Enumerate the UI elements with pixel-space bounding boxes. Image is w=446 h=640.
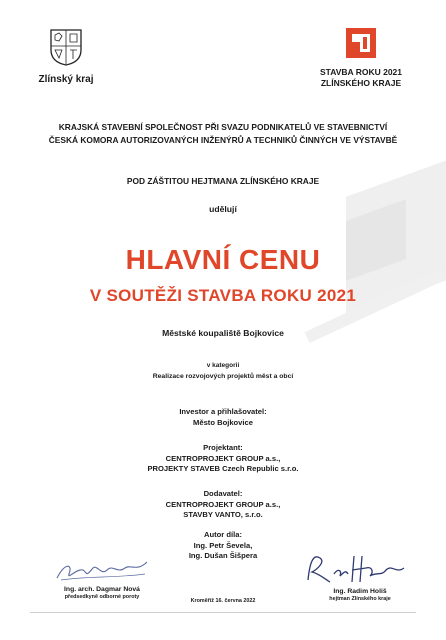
sub-title: V SOUTĚŽI STAVBA ROKU 2021 xyxy=(89,286,357,305)
supplier-label: Dodavatel: xyxy=(203,489,243,498)
organizers xyxy=(0,121,446,147)
signature-left-image xyxy=(47,558,157,584)
authors-label: Autor díla: xyxy=(204,530,242,539)
authors-line2: Ing. Dušan Šišpera xyxy=(188,551,258,560)
signature-right-name: Ing. Radim Holiš xyxy=(333,588,387,595)
place-date: Kroměříž 16. června 2022 xyxy=(190,598,256,604)
supplier-block xyxy=(0,489,446,521)
project-name: Městské koupaliště Bojkovice xyxy=(162,328,284,338)
region-name: Zlínský kraj xyxy=(38,74,94,85)
organizer-line1: KRAJSKÁ STAVEBNÍ SPOLEČNOST PŘI SVAZU PODNIKATELŮ VE STAVEBNICTVÍ xyxy=(58,122,388,132)
category-label: v kategorii xyxy=(206,362,240,369)
signature-right-role: hejtman Zlínského kraje xyxy=(329,596,391,602)
supplier-line1: CENTROPROJEKT GROUP a.s., xyxy=(165,499,281,509)
grants-text: udělují xyxy=(209,204,237,214)
patronage-text: POD ZÁŠTITOU HEJTMANA ZLÍNSKÉHO KRAJE xyxy=(126,176,320,186)
main-title: HLAVNÍ CENU xyxy=(125,244,321,275)
investor-block xyxy=(0,407,446,428)
region-crest-icon xyxy=(49,28,83,66)
designer-block xyxy=(0,443,446,475)
bottom-divider xyxy=(30,612,416,613)
signature-right-image xyxy=(300,550,420,586)
designer-line1: CENTROPROJEKT GROUP a.s., xyxy=(165,453,281,463)
region-logo xyxy=(36,28,96,85)
investor-name: Město Bojkovice xyxy=(193,417,253,427)
authors-line1: Ing. Petr Ševela, xyxy=(193,540,253,550)
signature-left-role: předsedkyně odborné poroty xyxy=(64,594,140,600)
award-logo xyxy=(306,28,416,89)
signature-left xyxy=(32,558,172,600)
award-line2: ZLÍNSKÉHO KRAJE xyxy=(320,78,402,88)
category-value: Realizace rozvojových projektů měst a obcí xyxy=(152,373,294,380)
signature-right xyxy=(290,550,430,602)
signature-left-name: Ing. arch. Dagmar Nová xyxy=(64,586,140,593)
award-line1: STAVBA ROKU 2021 xyxy=(319,67,403,77)
designer-label: Projektant: xyxy=(203,443,243,452)
supplier-line2: STAVBY VANTO, s.r.o. xyxy=(183,510,263,519)
award-mark-icon xyxy=(346,28,376,58)
investor-label: Investor a přihlašovatel: xyxy=(179,407,267,416)
organizer-line2: ČESKÁ KOMORA AUTORIZOVANÝCH INŽENÝRŮ A TECHNIKŮ ČINNÝCH VE VÝSTAVBĚ xyxy=(48,135,398,145)
designer-line2: PROJEKTY STAVEB Czech Republic s.r.o. xyxy=(147,464,299,473)
